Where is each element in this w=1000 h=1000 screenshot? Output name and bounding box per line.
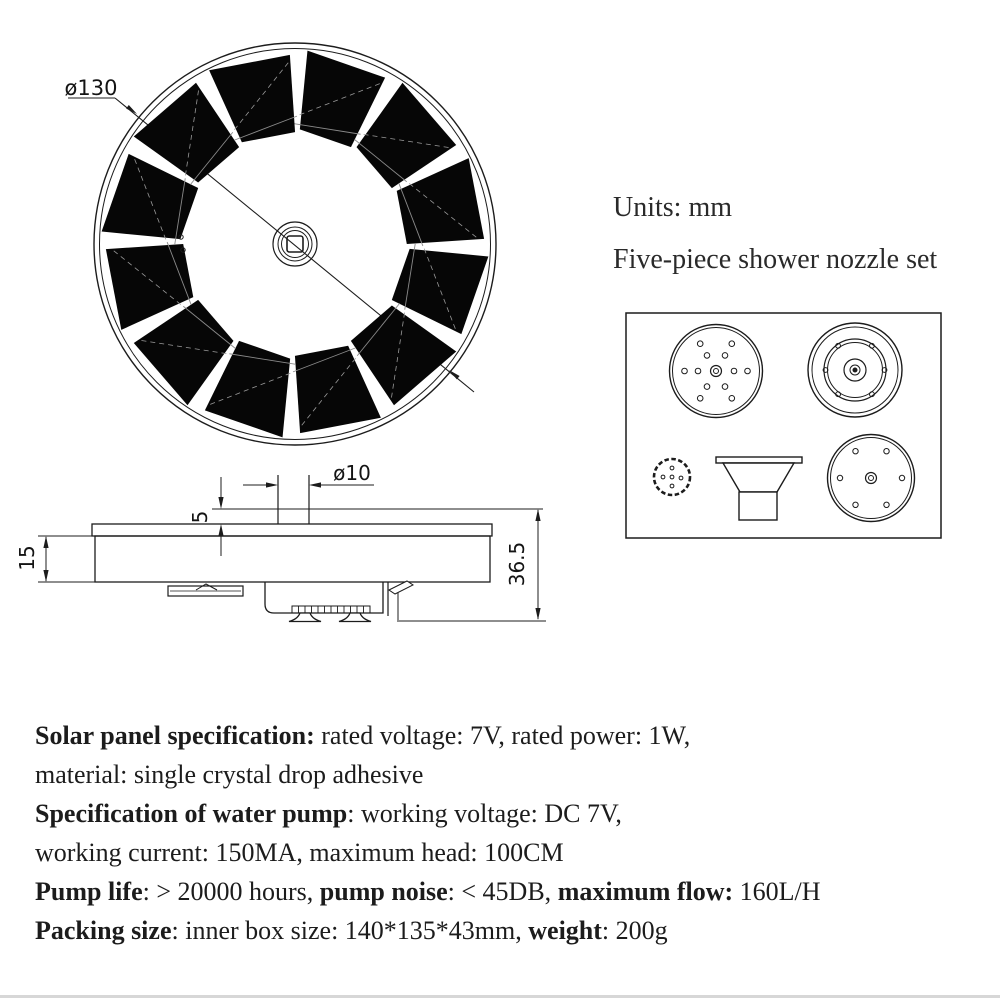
cover-height-label: 5 <box>188 510 212 524</box>
specification-text <box>35 716 955 950</box>
bracket-clip-right <box>389 581 413 594</box>
spec-value: working current: 150MA, maximum head: 100CM <box>35 838 564 867</box>
top-view-drawing <box>65 43 496 445</box>
arrowhead <box>126 105 137 114</box>
spec-label: Packing size <box>35 916 172 945</box>
spec-label: maximum flow: <box>557 877 734 906</box>
dimension-total-height <box>397 509 546 621</box>
side-view-drawing <box>15 461 546 622</box>
nozzle-six-hole <box>828 435 915 522</box>
solar-panel-ring <box>100 49 490 439</box>
outer-rim-circle <box>94 43 496 445</box>
spec-value: : inner box size: 140*135*43mm, <box>171 916 529 945</box>
units-label: Units: mm <box>613 192 733 223</box>
pump-unit <box>168 581 413 622</box>
nozzle-five-hole <box>654 459 690 495</box>
spec-label: Solar panel specification: <box>35 721 315 750</box>
arrowhead <box>449 370 460 379</box>
inner-rim-circle <box>100 49 491 440</box>
body-height-label: 15 <box>15 545 39 571</box>
spec-value: : < 45DB, <box>447 877 558 906</box>
spec-line <box>35 794 955 833</box>
spec-line <box>35 911 955 950</box>
page-bottom-edge <box>0 995 1000 998</box>
nozzle-multi-hole <box>670 325 763 418</box>
nozzle-set-drawing <box>626 313 941 538</box>
dimension-body-height <box>15 536 95 582</box>
spec-line <box>35 833 955 872</box>
pump-vent-slits <box>292 606 370 613</box>
spec-label: pump noise <box>319 877 448 906</box>
spec-line <box>35 716 955 755</box>
total-height-label: 36.5 <box>505 541 529 587</box>
spec-line <box>35 872 955 911</box>
suction-cup <box>339 613 371 622</box>
suction-cup <box>289 613 321 622</box>
spec-value: : working voltage: DC 7V, <box>347 799 622 828</box>
bracket-clip <box>196 584 217 590</box>
nozzle-ring-head <box>808 323 902 417</box>
spec-value: material: single crystal drop adhesive <box>35 760 424 789</box>
spec-line <box>35 755 955 794</box>
spec-label: weight <box>528 916 602 945</box>
top-cover-plate <box>92 524 492 536</box>
nozzle-cone <box>716 457 802 520</box>
nozzle-set-title: Five-piece shower nozzle set <box>613 244 938 275</box>
nozzle-diameter-label: ø10 <box>333 461 371 485</box>
spec-value: : > 20000 hours, <box>142 877 320 906</box>
spec-value: 160L/H <box>733 877 821 906</box>
top-view-diameter-label: ø130 <box>64 76 118 100</box>
center-hub <box>273 222 317 266</box>
spec-value: rated voltage: 7V, rated power: 1W, <box>314 721 691 750</box>
pump-housing <box>265 582 383 613</box>
spec-label: Specification of water pump <box>35 799 348 828</box>
spec-label: Pump life <box>35 877 143 906</box>
device-body <box>95 536 490 582</box>
nozzle-box <box>626 313 941 538</box>
spec-value: : 200g <box>601 916 668 945</box>
dimension-cover-height <box>188 477 224 556</box>
